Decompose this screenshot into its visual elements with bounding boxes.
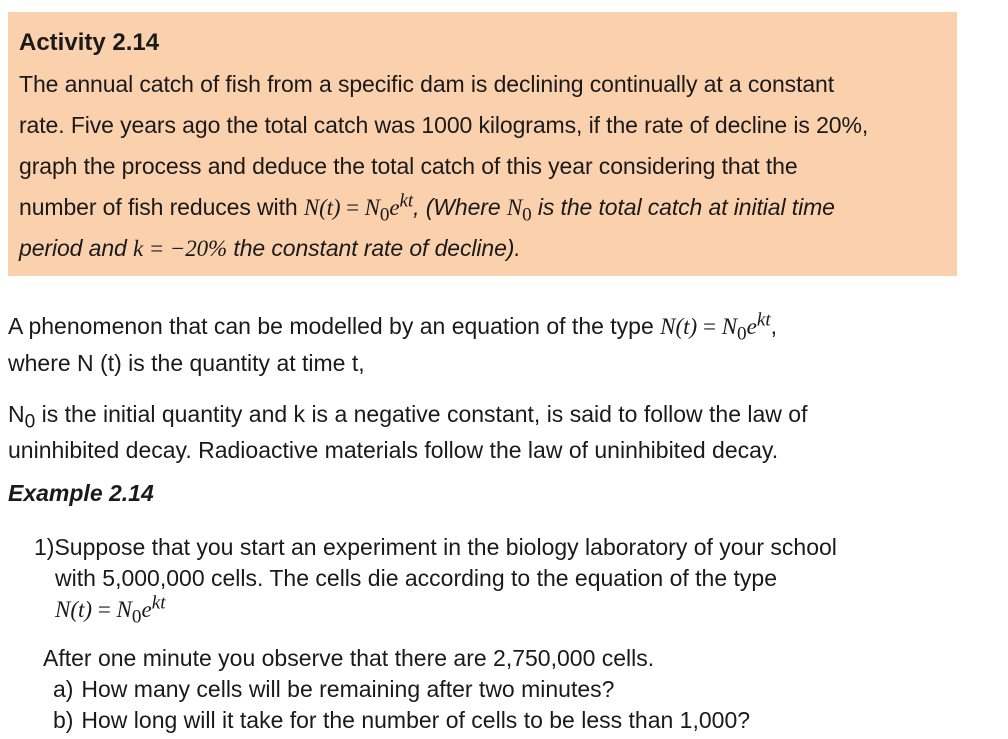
activity-line-5-start: period and (19, 235, 133, 261)
decay-formula: $N(t) = N_0e^{kt}$ (660, 309, 771, 345)
question-b: b) How long will it take for the number of cells to be less than 1,000? (53, 707, 751, 733)
activity-k-formula: k = −20% (133, 236, 228, 261)
observation-text: After one minute you observe that there are 2,750,000 cells. (43, 645, 655, 671)
activity-body (19, 64, 957, 269)
question-a: a) How many cells will be remaining after two minutes? (53, 676, 615, 702)
paragraph-1-comma: , (770, 313, 778, 339)
paragraph-decay-model (8, 308, 968, 381)
activity-line-4-start: number of fish reduces with (19, 194, 304, 220)
paragraph-1-text: A phenomenon that can be modelled by an equation of the type (8, 313, 661, 339)
activity-n0: $N_0$ (506, 195, 532, 226)
example-line-1: Suppose that you start an experiment in the biology laboratory of your school (54, 534, 837, 560)
paragraph-2-n: N (8, 401, 25, 427)
activity-title: Activity 2.14 (19, 29, 160, 56)
activity-line-4-mid: , (Where (413, 194, 507, 220)
paragraph-uninhibited-decay (8, 396, 968, 468)
activity-line-4-end: is the total catch at initial time (531, 194, 835, 220)
activity-box (8, 12, 957, 276)
example-item-1 (34, 532, 964, 628)
example-line-2: with 5,000,000 cells. The cells die according to the equation of the type (55, 565, 777, 591)
activity-line-3: graph the process and deduce the total catch of this year considering that the (19, 153, 798, 179)
example-item-number: 1) (34, 534, 55, 560)
example-formula: $N(t) = N_0e^{kt}$ (55, 592, 166, 628)
paragraph-2-line-1: is the initial quantity and k is a negative constant, is said to follow the law of (41, 401, 808, 427)
example-title: Example 2.14 (8, 480, 154, 506)
paragraph-1-line-2: where N (t) is the quantity at time t, (8, 350, 365, 376)
paragraph-2-line-2: uninhibited decay. Radioactive materials follow the law of uninhibited decay. (8, 437, 779, 463)
activity-line-2: rate. Five years ago the total catch was 1000 kilograms, if the rate of decline is 20%, (19, 112, 869, 138)
activity-formula: $N(t) = N_0e^{kt}$ (303, 190, 414, 226)
activity-line-5-end: the constant rate of decline). (227, 235, 521, 261)
example-observation (43, 643, 750, 736)
activity-line-1: The annual catch of fish from a specific dam is declining continually at a constant (19, 71, 835, 97)
paragraph-2-sub: 0 (24, 411, 36, 433)
